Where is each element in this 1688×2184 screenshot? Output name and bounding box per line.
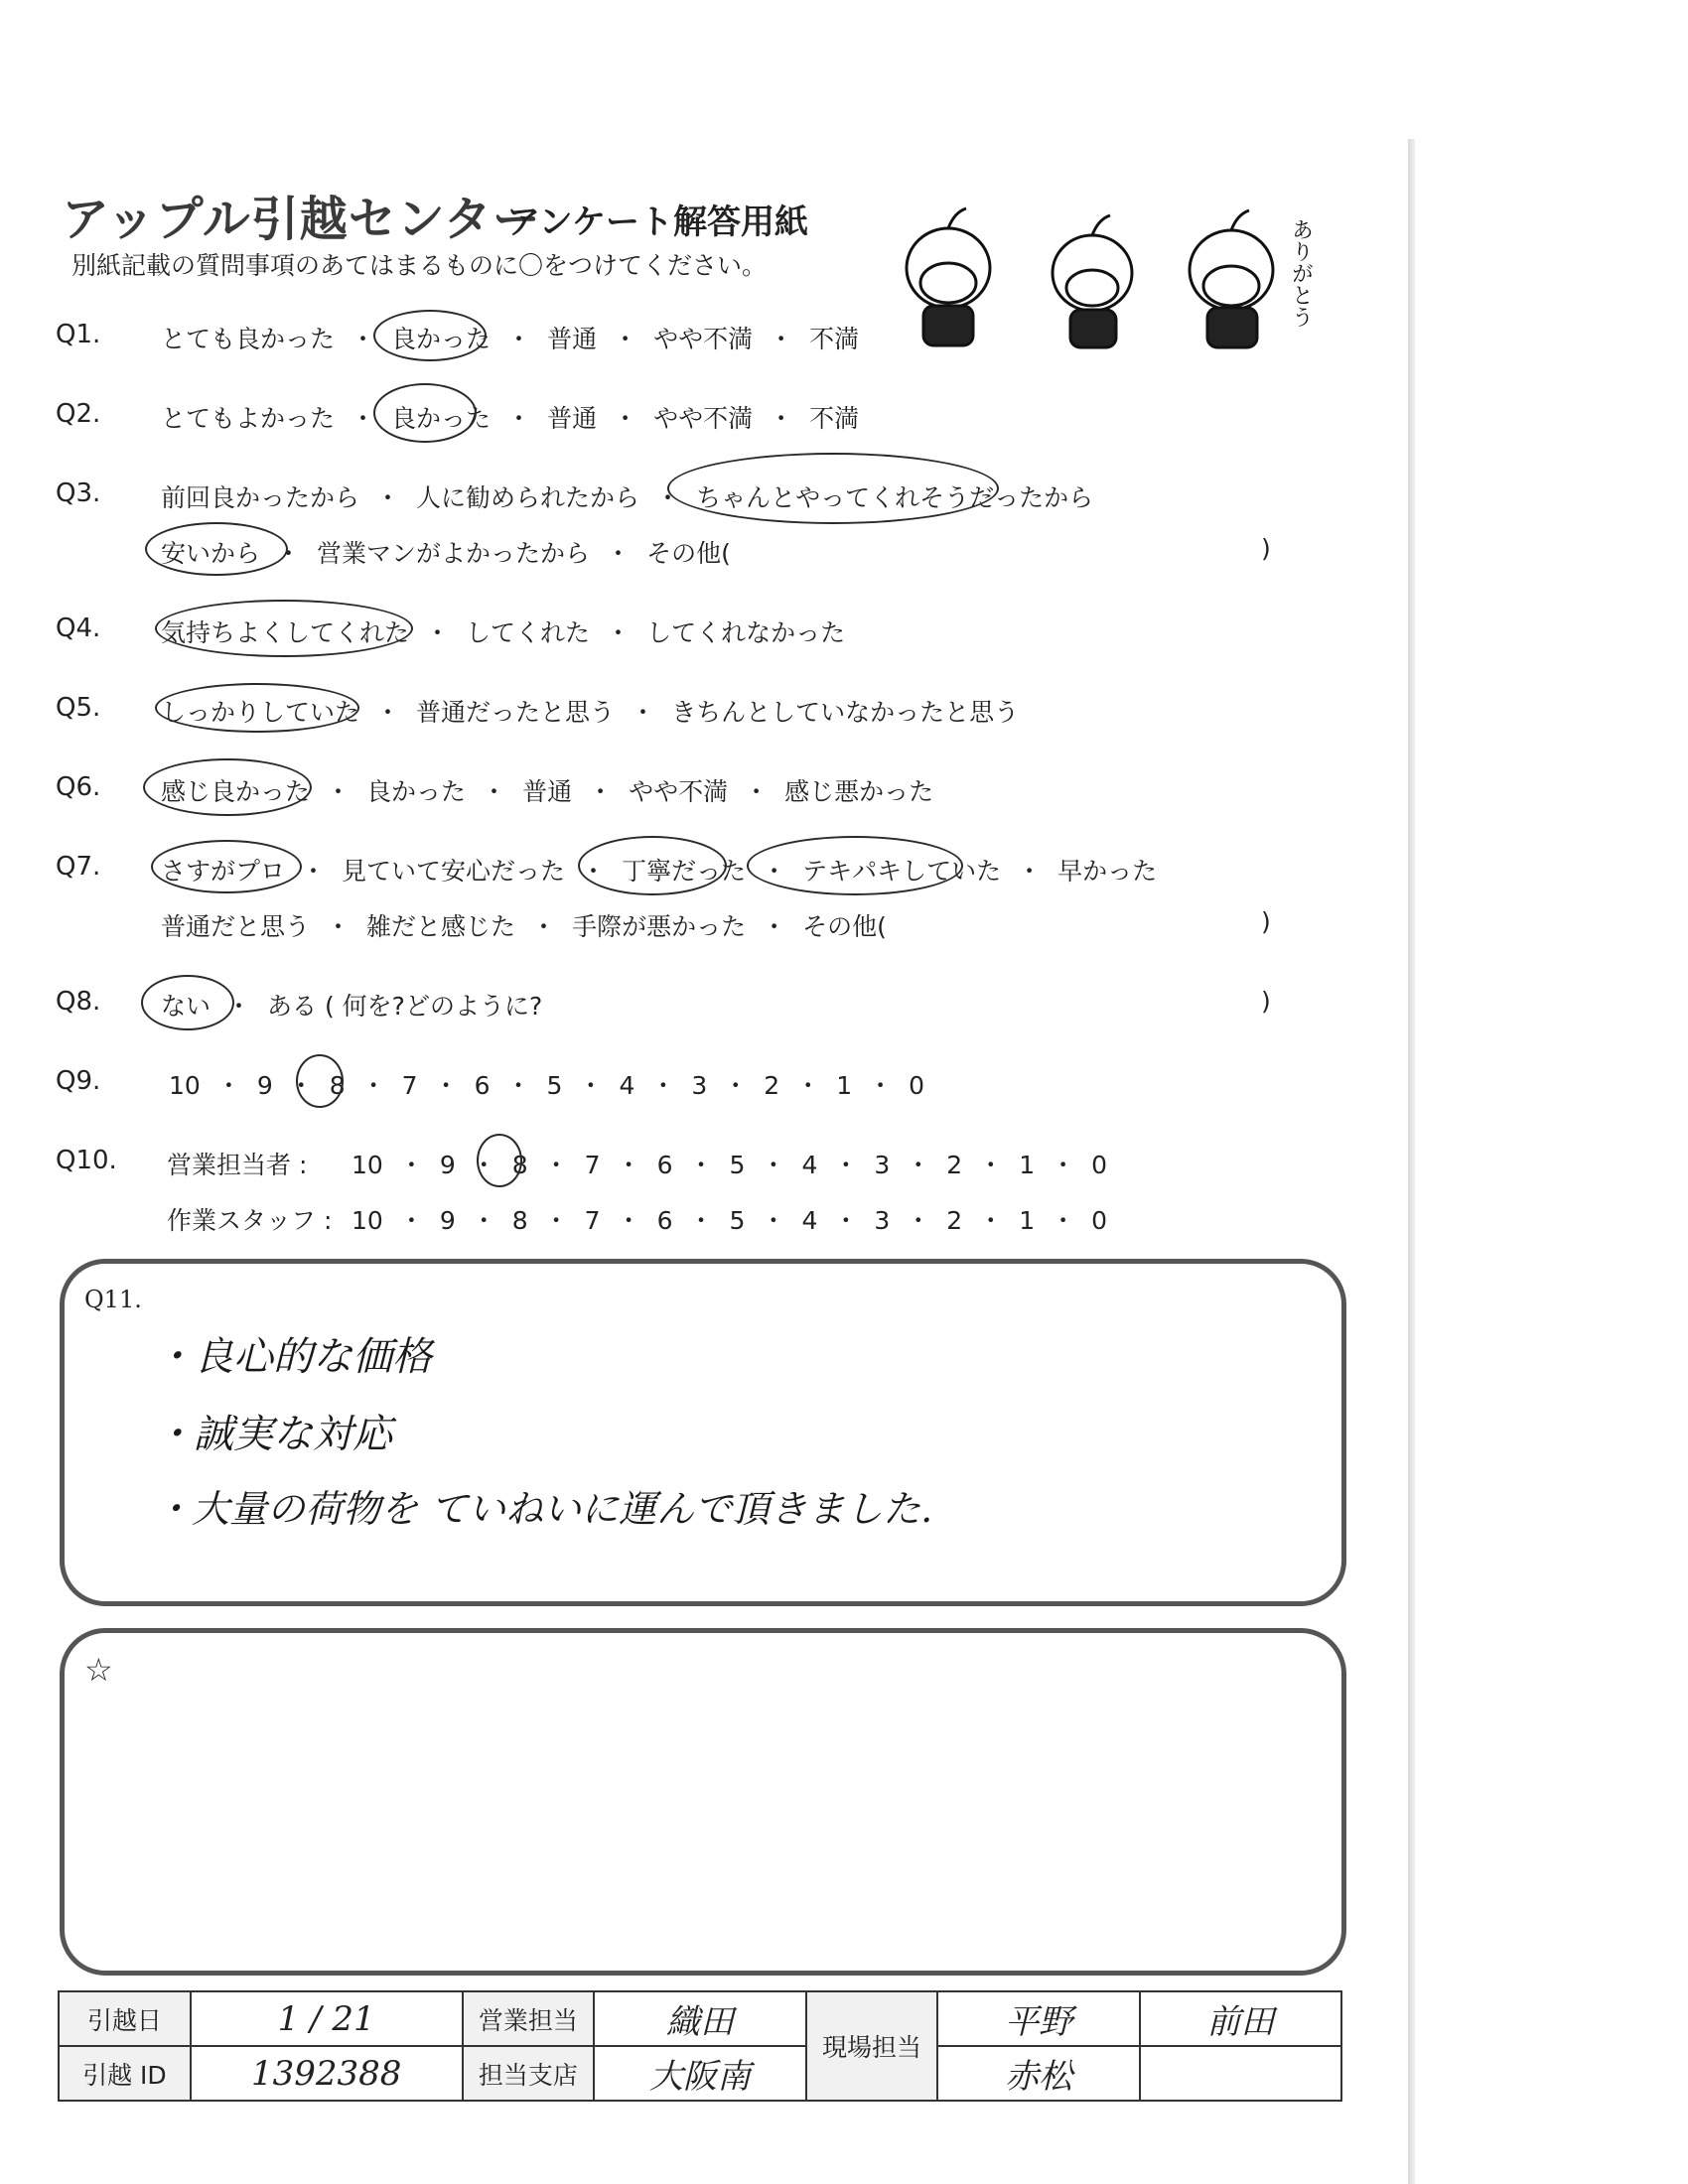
scale-option[interactable]: 0 — [1091, 1151, 1108, 1179]
move-date-label: 引越日 — [59, 1991, 191, 2046]
scale-option[interactable]: 8 — [511, 1151, 528, 1179]
close-paren: ) — [1261, 987, 1271, 1016]
site-staff: 赤松 — [937, 2046, 1139, 2101]
scale-option[interactable]: 7 — [401, 1071, 418, 1100]
mascot-caption: ありがとう — [1288, 218, 1314, 328]
sales-value: 織田 — [594, 1991, 805, 2046]
q11-comment-box[interactable] — [60, 1259, 1346, 1606]
q4-options: 気持ちよくしてくれた ・ してくれた ・ してくれなかった — [161, 614, 845, 649]
branch-label: 担当支店 — [463, 2046, 595, 2101]
scale-option[interactable]: 6 — [656, 1206, 673, 1235]
option[interactable]: ある ( 何を?どのように? — [267, 992, 543, 1021]
option[interactable]: 雑だと感じた — [366, 912, 516, 941]
option[interactable]: 不満 — [809, 404, 860, 433]
form-title: アンケート解答用紙 — [506, 203, 808, 242]
option[interactable]: 安いから — [161, 539, 261, 568]
q7-options: さすがプロ ・ 見ていて安心だった ・ 丁寧だった ・ テキパキしていた ・ 早かった — [161, 852, 1157, 887]
option[interactable]: やや不満 — [629, 777, 729, 806]
option[interactable]: 前回良かったから — [161, 483, 360, 512]
option[interactable]: やや不満 — [653, 325, 754, 353]
option[interactable]: ない — [161, 992, 211, 1021]
q10-staff-scale: 10 ・ 9 ・ 8 ・ 7 ・ 6 ・ 5 ・ 4 ・ 3 ・ 2 ・ 1 ・ 0 — [352, 1206, 1108, 1235]
instruction-text: 別紙記載の質問事項のあてはまるものに〇をつけてください。 — [71, 251, 768, 280]
option[interactable]: 良かった — [366, 777, 467, 806]
handwritten-line: ・大量の荷物を ていねいに運んで頂きました. — [154, 1487, 933, 1531]
close-paren: ) — [1261, 907, 1271, 936]
scale-option[interactable]: 6 — [656, 1151, 673, 1179]
option[interactable]: テキパキしていた — [802, 857, 1002, 886]
q3-options: 前回良かったから ・ 人に勧められたから ・ ちゃんとやってくれそうだったから — [161, 478, 1093, 514]
q6-options: 感じ良かった ・ 良かった ・ 普通 ・ やや不満 ・ 感じ悪かった — [161, 772, 933, 808]
option[interactable]: しっかりしていた — [161, 698, 360, 727]
scale-option[interactable]: 4 — [619, 1071, 635, 1100]
scale-option[interactable]: 5 — [546, 1071, 563, 1100]
question-label: Q7. — [56, 852, 101, 882]
scale-option[interactable]: 5 — [729, 1206, 746, 1235]
option[interactable]: 感じ良かった — [161, 777, 311, 806]
scale-option[interactable]: 9 — [256, 1071, 273, 1100]
option[interactable]: その他( — [646, 539, 731, 568]
option[interactable]: 手際が悪かった — [572, 912, 747, 941]
q2-options: とてもよかった ・ 良かった ・ 普通 ・ やや不満 ・ 不満 — [161, 399, 859, 435]
handwritten-line: ・誠実な対応 — [154, 1412, 392, 1457]
scale-option[interactable]: 2 — [946, 1206, 963, 1235]
star-icon: ☆ — [84, 1651, 113, 1689]
option[interactable]: 早かった — [1057, 857, 1158, 886]
option[interactable]: 不満 — [809, 325, 860, 353]
scale-option[interactable]: 3 — [691, 1071, 708, 1100]
scale-option[interactable]: 9 — [439, 1206, 456, 1235]
move-id-label: 引越 ID — [59, 2046, 191, 2101]
question-label: Q3. — [56, 478, 101, 508]
branch-value: 大阪南 — [594, 2046, 805, 2101]
q7-options-line2: 普通だと思う ・ 雑だと感じた ・ 手際が悪かった ・ その他( — [161, 907, 887, 943]
scale-option[interactable]: 8 — [511, 1206, 528, 1235]
scan-edge-shadow — [1408, 139, 1415, 2184]
scale-option[interactable]: 10 — [169, 1071, 201, 1100]
scale-row-label: 作業スタッフ : — [167, 1206, 333, 1235]
site-staff: 前田 — [1140, 1991, 1341, 2046]
monkey-icon — [1190, 210, 1273, 347]
question-label: Q5. — [56, 693, 101, 723]
option[interactable]: してくれた — [466, 618, 591, 647]
option[interactable]: 良かった — [391, 404, 492, 433]
scale-option[interactable]: 8 — [329, 1071, 346, 1100]
q1-options: とても良かった ・ 良かった ・ 普通 ・ やや不満 ・ 不満 — [161, 320, 859, 355]
close-paren: ) — [1261, 534, 1271, 563]
handwritten-line: ・良心的な価格 — [154, 1334, 432, 1380]
scale-option[interactable]: 4 — [801, 1206, 818, 1235]
question-label: Q8. — [56, 987, 101, 1017]
option[interactable]: きちんとしていなかったと思う — [671, 698, 1020, 727]
mascot-illustration — [874, 189, 1321, 357]
option[interactable]: 普通 — [522, 777, 573, 806]
question-label: Q4. — [56, 614, 101, 643]
option[interactable]: 感じ悪かった — [784, 777, 934, 806]
option[interactable]: とてもよかった — [161, 404, 336, 433]
option[interactable]: 見ていて安心だった — [342, 857, 566, 886]
scale-option[interactable]: 3 — [874, 1206, 891, 1235]
scale-option[interactable]: 5 — [729, 1151, 746, 1179]
scale-option[interactable]: 9 — [439, 1151, 456, 1179]
option[interactable]: 普通 — [547, 404, 598, 433]
option[interactable]: してくれなかった — [646, 618, 846, 647]
option[interactable]: やや不満 — [653, 404, 754, 433]
option[interactable]: その他( — [802, 912, 887, 941]
scale-row-label: 営業担当者 : — [167, 1151, 308, 1179]
option[interactable]: 気持ちよくしてくれた — [161, 618, 410, 647]
scale-option[interactable]: 1 — [1019, 1151, 1036, 1179]
site-label: 現場担当 — [806, 1991, 938, 2101]
q3-options-line2: 安いから ・ 営業マンがよかったから ・ その他( — [161, 534, 731, 570]
option[interactable]: ちゃんとやってくれそうだったから — [696, 483, 1094, 512]
scale-option[interactable]: 7 — [584, 1206, 601, 1235]
scale-option[interactable]: 0 — [909, 1071, 925, 1100]
scale-option[interactable]: 3 — [874, 1151, 891, 1179]
option[interactable]: 良かった — [391, 325, 492, 353]
option[interactable]: とても良かった — [161, 325, 336, 353]
question-label: Q6. — [56, 772, 101, 802]
q5-options: しっかりしていた ・ 普通だったと思う ・ きちんとしていなかったと思う — [161, 693, 1019, 729]
q8-options: ない ・ ある ( 何を?どのように? — [161, 987, 542, 1023]
option[interactable]: 普通 — [547, 325, 598, 353]
extra-comment-box[interactable] — [60, 1628, 1346, 1976]
scale-option[interactable]: 1 — [1019, 1206, 1036, 1235]
q10-sales-scale: 10 ・ 9 ・ 8 ・ 7 ・ 6 ・ 5 ・ 4 ・ 3 ・ 2 ・ 1 ・ 0 — [352, 1151, 1108, 1179]
option[interactable]: 普通だったと思う — [416, 698, 616, 727]
scale-option[interactable]: 6 — [474, 1071, 491, 1100]
move-date-value: 1 / 21 — [191, 1991, 463, 2046]
q11-label: Q11. — [84, 1286, 142, 1313]
move-info-table — [58, 1990, 1342, 2102]
company-title: アップル引越センター — [62, 192, 541, 247]
scale-option[interactable]: 0 — [1091, 1206, 1108, 1235]
option[interactable]: 営業マンがよかったから — [317, 539, 591, 568]
monkey-icon — [1053, 215, 1132, 347]
scale-option[interactable]: 4 — [801, 1151, 818, 1179]
scale-option[interactable]: 10 — [352, 1151, 383, 1179]
site-staff: 平野 — [937, 1991, 1139, 2046]
question-label: Q2. — [56, 399, 101, 429]
monkey-icon — [907, 208, 990, 345]
option[interactable]: 人に勧められたから — [416, 483, 640, 512]
site-staff — [1140, 2046, 1341, 2101]
q9-scale: 10 ・ 9 ・ 8 ・ 7 ・ 6 ・ 5 ・ 4 ・ 3 ・ 2 ・ 1 ・ 0 — [169, 1071, 925, 1100]
scale-option[interactable]: 2 — [946, 1151, 963, 1179]
question-label: Q9. — [56, 1066, 101, 1096]
sales-label: 営業担当 — [463, 1991, 595, 2046]
move-id-value: 1392388 — [191, 2046, 463, 2101]
scale-option[interactable]: 7 — [584, 1151, 601, 1179]
scale-option[interactable]: 10 — [352, 1206, 383, 1235]
question-label: Q1. — [56, 320, 101, 349]
question-label: Q10. — [56, 1146, 117, 1175]
scale-option[interactable]: 2 — [764, 1071, 780, 1100]
option[interactable]: 丁寧だった — [622, 857, 747, 886]
option[interactable]: 普通だと思う — [161, 912, 311, 941]
scale-option[interactable]: 1 — [836, 1071, 853, 1100]
option[interactable]: さすがプロ — [161, 857, 286, 886]
